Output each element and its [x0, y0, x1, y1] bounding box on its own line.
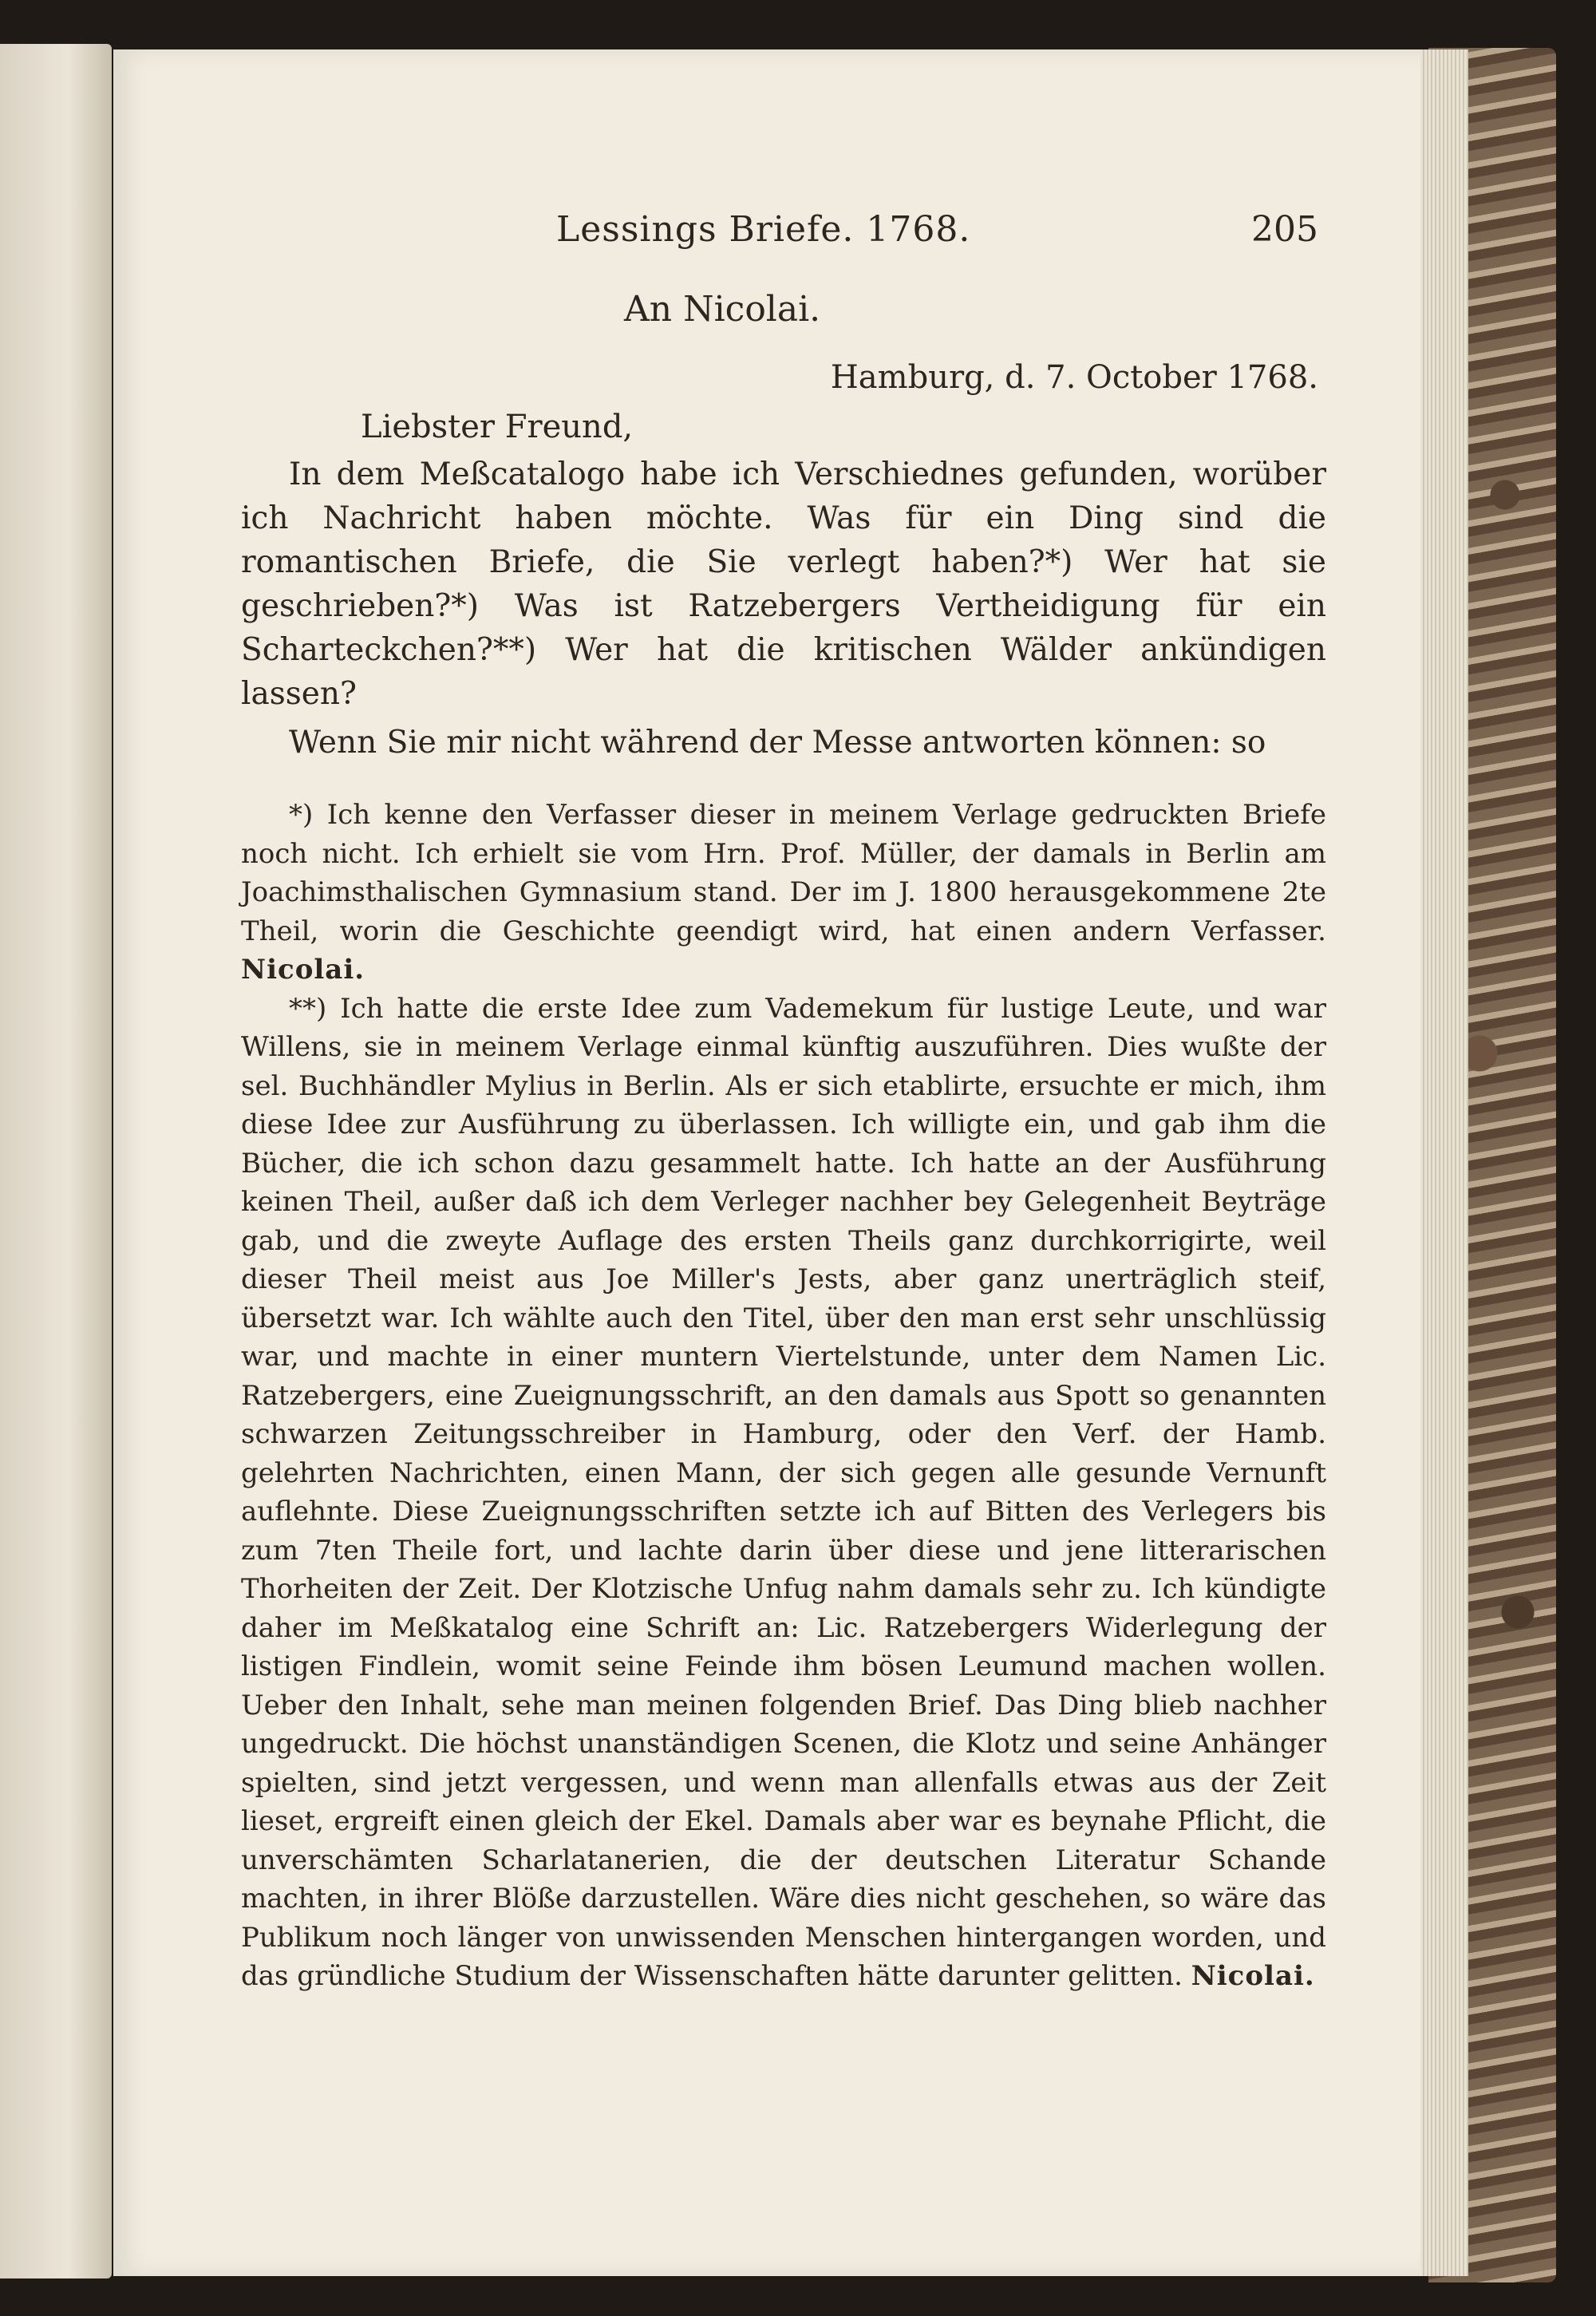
facing-page-edge — [0, 44, 112, 2278]
footnote-1-text: *) Ich kenne den Verfasser dieser in meinem Verlage gedruckten Briefe noch nicht. Ich erhielt sie vom Hrn. Prof. Müller, der damals in Berlin am Joachimsthalischen Gymnasium stand. Der im J. 1800 herausgekommene 2te Theil, worin die Geschichte geendigt wird, hat einen andern Verfasser. — [241, 799, 1326, 947]
body-paragraph: In dem Meßcatalogo habe ich Verschiednes gefunden, worüber ich Nachricht haben möchte. Was für ein Ding sind die romantischen Briefe, die Sie verlegt haben?*) Wer hat sie geschrieben?*) Was ist Ratzebergers Vertheidigung für ein Scharteckchen?**) Wer hat die kritischen Wälder ankündigen lassen? — [241, 456, 1326, 712]
letter-addressee: An Nicolai. — [624, 289, 821, 330]
body-paragraph: Wenn Sie mir nicht während der Messe antworten können: so — [289, 725, 1266, 761]
footnote-2-text: **) Ich hatte die erste Idee zum Vademekum für lustige Leute, und war Willens, sie in meinem Verlage einmal künftig auszuführen. Dies wußte der sel. Buchhändler Mylius in Berlin. Als er sich etablirte, ersuchte er mich, ihm diese Idee zur Ausführung zu überlassen. Ich willigte ein, und gab ihm die Bücher, die ich schon dazu gesammelt hatte. Ich hatte an der Ausführung keinen Theil, außer daß ich dem Verleger nachher bey Gelegenheit Beyträge gab, und die zweyte Auflage des ersten Theils ganz durchkorrigirte, weil dieser Theil meist aus Joe Miller's Jests, aber ganz unerträglich steif, übersetzt war. Ich wählte auch den Titel, über den man erst sehr unschlüssig war, und machte in einer muntern Viertelstunde, unter dem Namen Lic. Ratzebergers, eine Zueignungsschrift, an den damals aus Spott so genannten schwarzen Zeitungsschreiber in Hamburg, oder den Verf. der Hamb. gelehrten Nachrichten, einen Mann, der sich gegen alle gesunde Vernunft auflehnte. Diese Zueignungsschriften setzte ich auf Bitten des Verlegers bis zum 7ten Theile fort, und lachte darin über diese und jene litterarischen Thorheiten der Zeit. Der Klotzische Unfug nahm damals sehr zu. Ich kündigte daher im Meßkatalog eine Schrift an: Lic. Ratzebergers Widerlegung der listigen Findlein, womit seine Feinde ihm bösen Leumund machen wollen. Ueber den Inhalt, sehe man meinen folgenden Brief. Das Ding blieb nachher ungedruckt. Die höchst unanständigen Scenen, die Klotz und seine Anhänger spielten, sind jetzt vergessen, und wenn man allenfalls etwas aus der Zeit lieset, ergreift einen gleich der Ekel. Damals aber war es beynahe Pflicht, die unverschämten Scharlatanerien, die der deutschen Literatur Schande machten, in ihrer Blöße darzustellen. Wäre dies nicht geschehen, so wäre das Publikum noch länger von unwissenden Menschen hintergangen worden, und das gründliche Studium der Wissenschaften hätte darunter gelitten. — [241, 992, 1326, 1992]
book-page — [113, 49, 1430, 2276]
footnote-1 — [241, 796, 1326, 990]
footnote-1-signature: Nicolai. — [241, 954, 365, 986]
page-block-edge — [1420, 49, 1468, 2276]
letter-body — [241, 453, 1326, 765]
running-title: Lessings Briefe. 1768. — [556, 209, 971, 250]
running-header — [113, 209, 1430, 257]
letter-dateline: Hamburg, d. 7. October 1768. — [830, 359, 1318, 396]
footnotes — [241, 796, 1326, 1996]
footnote-2-signature: Nicolai. — [1191, 1960, 1315, 1992]
footnote-2 — [241, 990, 1326, 1996]
page-number: 205 — [1251, 209, 1318, 250]
letter-salutation: Liebster Freund, — [361, 409, 634, 445]
